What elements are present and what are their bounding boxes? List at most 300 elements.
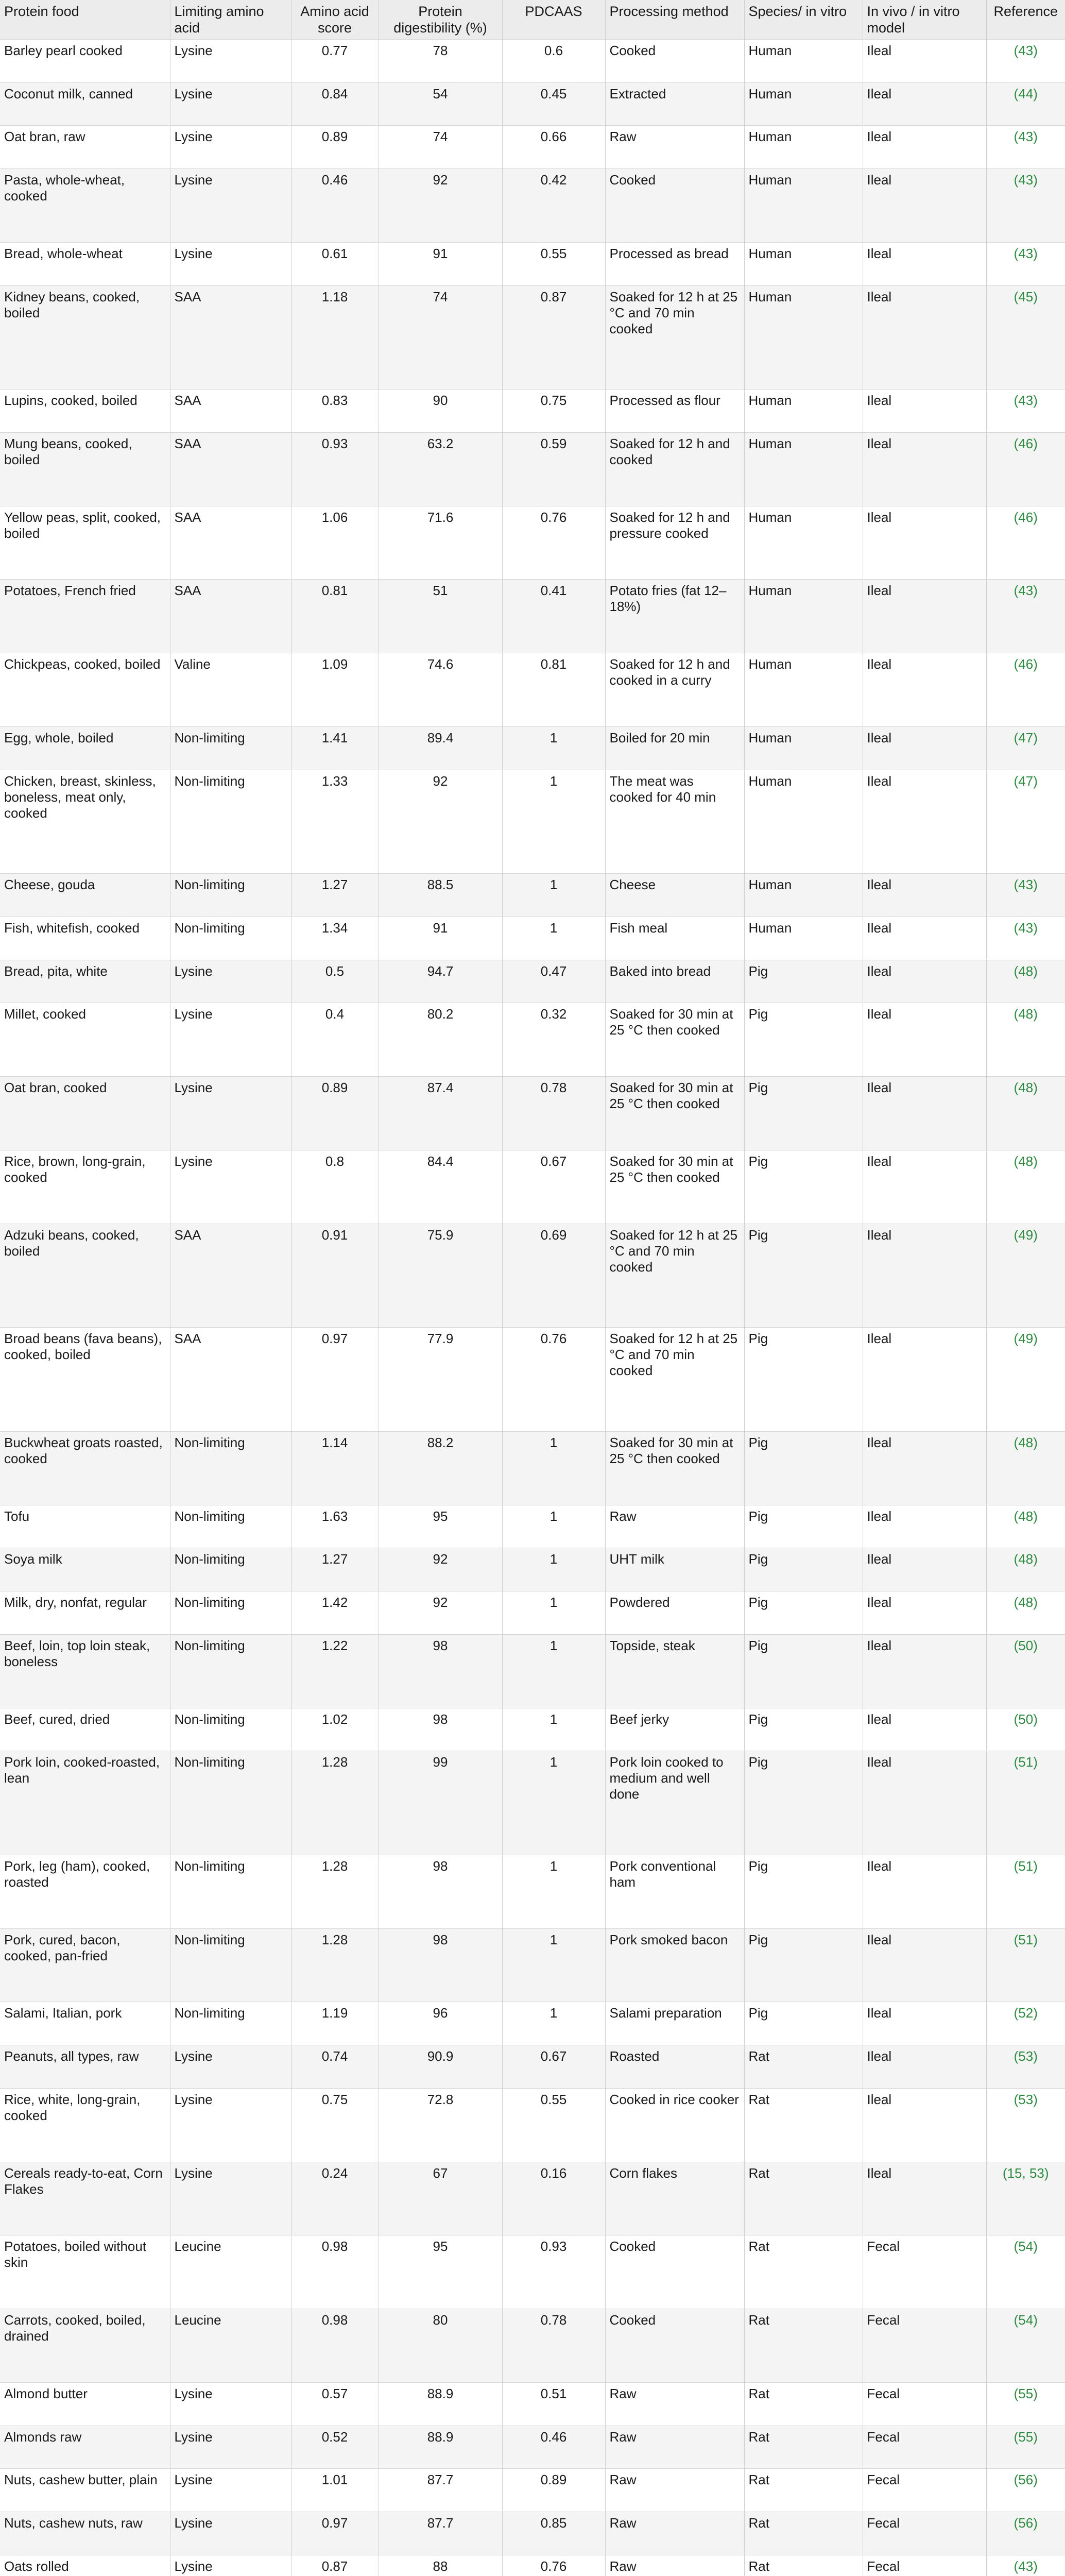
cell-species — [744, 1150, 863, 1224]
cell-reference[interactable] — [986, 770, 1065, 874]
reference-link[interactable]: (46) — [1014, 436, 1038, 452]
cell-limiting-amino-acid-text: SAA — [174, 1331, 201, 1347]
cell-species — [744, 2309, 863, 2383]
cell-model-text: Ileal — [867, 1637, 892, 1653]
reference-link[interactable]: (43) — [1014, 43, 1038, 58]
cell-pdcaas-text: 0.76 — [540, 2558, 567, 2574]
cell-amino-acid-score-text: 1.41 — [321, 730, 348, 745]
cell-species-text: Human — [748, 730, 792, 745]
reference-link[interactable]: (48) — [1014, 1006, 1038, 1022]
cell-amino-acid-score — [291, 2382, 379, 2426]
cell-protein-digestibility — [379, 506, 502, 580]
table-row — [0, 2469, 1065, 2512]
cell-reference[interactable] — [986, 917, 1065, 960]
cell-limiting-amino-acid-text: Non-limiting — [174, 1551, 245, 1567]
reference-link[interactable]: (44) — [1014, 86, 1038, 101]
reference-link[interactable]: (52) — [1014, 2005, 1038, 2021]
cell-model-text: Ileal — [867, 1080, 892, 1096]
cell-processing-method-text: Processed as bread — [609, 245, 729, 261]
reference-link[interactable]: (43) — [1014, 172, 1038, 188]
table-row — [0, 1548, 1065, 1591]
reference-link[interactable]: (51) — [1014, 1858, 1038, 1874]
cell-pdcaas-text: 0.16 — [540, 2165, 567, 2181]
cell-species — [744, 2235, 863, 2309]
cell-reference[interactable] — [986, 874, 1065, 917]
cell-model — [863, 2512, 986, 2555]
table-row — [0, 874, 1065, 917]
cell-processing-method — [605, 1548, 744, 1591]
cell-processing-method — [605, 2088, 744, 2162]
cell-species-text: Human — [748, 43, 792, 58]
cell-processing-method — [605, 653, 744, 727]
cell-model-text: Ileal — [867, 509, 892, 525]
reference-link[interactable]: (48) — [1014, 1435, 1038, 1451]
cell-limiting-amino-acid-text: Lysine — [174, 963, 213, 979]
cell-protein-food-text: Almond butter — [4, 2385, 88, 2401]
header-processing-method: Processing method — [605, 0, 744, 40]
cell-limiting-amino-acid — [170, 580, 291, 653]
reference-link[interactable]: (53) — [1014, 2048, 1038, 2064]
cell-protein-digestibility — [379, 1855, 502, 1929]
cell-processing-method — [605, 1003, 744, 1077]
cell-species — [744, 126, 863, 169]
cell-reference[interactable] — [986, 2512, 1065, 2555]
cell-amino-acid-score — [291, 1751, 379, 1855]
cell-protein-digestibility-text: 87.7 — [427, 2515, 454, 2531]
cell-protein-food-text: Barley pearl cooked — [4, 43, 123, 58]
cell-protein-digestibility-text: 88.2 — [427, 1435, 454, 1451]
cell-species-text: Human — [748, 656, 792, 672]
cell-processing-method-text: Processed as flour — [609, 393, 720, 409]
cell-processing-method — [605, 2162, 744, 2235]
cell-amino-acid-score-text: 0.98 — [321, 2239, 348, 2255]
cell-reference[interactable] — [986, 2309, 1065, 2383]
header-limiting-amino-acid: Limiting amino acid — [170, 0, 291, 40]
cell-reference[interactable] — [986, 506, 1065, 580]
cell-limiting-amino-acid — [170, 242, 291, 285]
cell-model — [863, 1328, 986, 1432]
cell-processing-method-text: Cooked — [609, 172, 656, 188]
cell-species-text: Pig — [748, 1711, 768, 1727]
cell-amino-acid-score — [291, 2309, 379, 2383]
reference-link[interactable]: (48) — [1014, 1080, 1038, 1096]
cell-amino-acid-score-text: 1.27 — [321, 1551, 348, 1567]
reference-link[interactable]: (49) — [1014, 1331, 1038, 1347]
cell-protein-food-text: Bread, pita, white — [4, 963, 108, 979]
cell-reference[interactable] — [986, 1634, 1065, 1708]
cell-model-text: Ileal — [867, 1858, 892, 1874]
cell-reference[interactable] — [986, 1548, 1065, 1591]
cell-pdcaas — [502, 389, 605, 433]
cell-reference[interactable] — [986, 40, 1065, 83]
cell-amino-acid-score — [291, 285, 379, 389]
cell-species — [744, 1003, 863, 1077]
cell-amino-acid-score — [291, 1077, 379, 1150]
cell-amino-acid-score-text: 0.93 — [321, 436, 348, 452]
cell-reference[interactable] — [986, 2426, 1065, 2469]
cell-limiting-amino-acid-text: Lysine — [174, 172, 213, 188]
reference-link[interactable]: (46) — [1014, 509, 1038, 525]
cell-species-text: Human — [748, 245, 792, 261]
cell-processing-method — [605, 1150, 744, 1224]
cell-protein-digestibility-text: 98 — [433, 1637, 448, 1653]
cell-protein-digestibility — [379, 2002, 502, 2045]
cell-protein-digestibility — [379, 2309, 502, 2383]
cell-protein-digestibility — [379, 874, 502, 917]
cell-limiting-amino-acid-text: Lysine — [174, 2385, 213, 2401]
cell-species-text: Rat — [748, 2515, 769, 2531]
cell-pdcaas — [502, 1548, 605, 1591]
cell-protein-digestibility-text: 92 — [433, 172, 448, 188]
cell-species-text: Human — [748, 877, 792, 893]
cell-processing-method-text: Boiled for 20 min — [609, 730, 710, 745]
cell-processing-method — [605, 40, 744, 83]
cell-model-text: Ileal — [867, 963, 892, 979]
cell-model — [863, 653, 986, 727]
cell-reference[interactable] — [986, 1751, 1065, 1855]
cell-reference[interactable] — [986, 2002, 1065, 2045]
table-row — [0, 1634, 1065, 1708]
cell-processing-method-text: Raw — [609, 2515, 637, 2531]
reference-link[interactable]: (43) — [1014, 877, 1038, 893]
cell-model — [863, 126, 986, 169]
cell-reference[interactable] — [986, 2162, 1065, 2235]
cell-protein-digestibility-text: 96 — [433, 2005, 448, 2021]
table-row — [0, 82, 1065, 126]
cell-model — [863, 1003, 986, 1077]
cell-model — [863, 874, 986, 917]
cell-amino-acid-score-text: 1.27 — [321, 877, 348, 893]
cell-reference[interactable] — [986, 1224, 1065, 1328]
cell-limiting-amino-acid-text: Non-limiting — [174, 730, 245, 745]
cell-reference[interactable] — [986, 1928, 1065, 2002]
cell-protein-digestibility-text: 84.4 — [427, 1153, 454, 1169]
cell-reference[interactable] — [986, 2382, 1065, 2426]
cell-species-text: Pig — [748, 1153, 768, 1169]
cell-limiting-amino-acid-text: Lysine — [174, 1006, 213, 1022]
cell-pdcaas — [502, 1928, 605, 2002]
cell-limiting-amino-acid — [170, 653, 291, 727]
reference-link[interactable]: (51) — [1014, 1754, 1038, 1770]
cell-model-text: Ileal — [867, 129, 892, 145]
reference-link[interactable]: (43) — [1014, 2558, 1038, 2574]
cell-protein-digestibility — [379, 653, 502, 727]
cell-model — [863, 1634, 986, 1708]
reference-link[interactable]: (54) — [1014, 2239, 1038, 2255]
table-row — [0, 1855, 1065, 1929]
cell-processing-method — [605, 2426, 744, 2469]
reference-link[interactable]: (43) — [1014, 583, 1038, 599]
cell-processing-method-text: Corn flakes — [609, 2165, 677, 2181]
cell-pdcaas-text: 0.87 — [540, 289, 567, 304]
cell-limiting-amino-acid-text: Non-limiting — [174, 920, 245, 936]
cell-protein-digestibility-text: 74 — [433, 129, 448, 145]
cell-reference[interactable] — [986, 389, 1065, 433]
cell-pdcaas-text: 1 — [549, 877, 558, 893]
reference-link[interactable]: (48) — [1014, 1153, 1038, 1169]
cell-protein-food — [0, 1751, 170, 1855]
table-row — [0, 40, 1065, 83]
cell-protein-food — [0, 242, 170, 285]
cell-processing-method — [605, 1708, 744, 1751]
cell-reference[interactable] — [986, 1077, 1065, 1150]
cell-reference[interactable] — [986, 653, 1065, 727]
cell-pdcaas-text: 0.69 — [540, 1227, 567, 1243]
cell-amino-acid-score — [291, 1224, 379, 1328]
cell-species-text: Human — [748, 289, 792, 304]
cell-protein-food-text: Carrots, cooked, boiled, drained — [4, 2312, 146, 2344]
cell-protein-digestibility-text: 80 — [433, 2312, 448, 2328]
cell-pdcaas-text: 0.59 — [540, 436, 567, 452]
cell-pdcaas — [502, 2045, 605, 2089]
cell-reference[interactable] — [986, 2555, 1065, 2576]
cell-pdcaas — [502, 2555, 605, 2576]
cell-processing-method-text: The meat was cooked for 40 min — [609, 773, 716, 805]
cell-protein-food — [0, 169, 170, 243]
cell-amino-acid-score-text: 0.52 — [321, 2429, 348, 2445]
cell-reference[interactable] — [986, 1432, 1065, 1505]
cell-protein-food-text: Broad beans (fava beans), cooked, boiled — [4, 1331, 162, 1363]
cell-model — [863, 1505, 986, 1548]
cell-protein-food — [0, 1548, 170, 1591]
cell-reference[interactable] — [986, 285, 1065, 389]
reference-link[interactable]: (50) — [1014, 1637, 1038, 1653]
cell-protein-food-text: Egg, whole, boiled — [4, 730, 114, 745]
cell-model-text: Ileal — [867, 43, 892, 58]
cell-processing-method — [605, 82, 744, 126]
cell-species — [744, 1224, 863, 1328]
reference-link[interactable]: (48) — [1014, 963, 1038, 979]
cell-reference[interactable] — [986, 1505, 1065, 1548]
cell-amino-acid-score — [291, 1708, 379, 1751]
cell-protein-food-text: Salami, Italian, pork — [4, 2005, 122, 2021]
cell-protein-digestibility — [379, 2469, 502, 2512]
cell-amino-acid-score-text: 0.89 — [321, 129, 348, 145]
cell-species — [744, 960, 863, 1003]
cell-model — [863, 389, 986, 433]
cell-pdcaas — [502, 770, 605, 874]
cell-reference[interactable] — [986, 1003, 1065, 1077]
cell-species — [744, 1751, 863, 1855]
cell-amino-acid-score-text: 1.14 — [321, 1435, 348, 1451]
reference-link[interactable]: (49) — [1014, 1227, 1038, 1243]
cell-pdcaas — [502, 433, 605, 506]
cell-species-text: Pig — [748, 1931, 768, 1947]
cell-limiting-amino-acid — [170, 126, 291, 169]
cell-species-text: Pig — [748, 1508, 768, 1524]
cell-processing-method-text: Extracted — [609, 86, 666, 101]
cell-amino-acid-score-text: 1.18 — [321, 289, 348, 304]
reference-link[interactable]: (54) — [1014, 2312, 1038, 2328]
cell-protein-food-text: Almonds raw — [4, 2429, 82, 2445]
cell-limiting-amino-acid-text: Non-limiting — [174, 1711, 245, 1727]
cell-model — [863, 40, 986, 83]
cell-processing-method-text: Powdered — [609, 1595, 670, 1611]
cell-amino-acid-score — [291, 653, 379, 727]
cell-amino-acid-score-text: 1.28 — [321, 1858, 348, 1874]
reference-link[interactable]: (47) — [1014, 730, 1038, 745]
cell-model — [863, 960, 986, 1003]
cell-species — [744, 2469, 863, 2512]
cell-pdcaas — [502, 2002, 605, 2045]
cell-species — [744, 82, 863, 126]
cell-reference[interactable] — [986, 242, 1065, 285]
cell-protein-food — [0, 1003, 170, 1077]
cell-reference[interactable] — [986, 82, 1065, 126]
cell-processing-method — [605, 1505, 744, 1548]
cell-processing-method — [605, 242, 744, 285]
cell-pdcaas-text: 0.78 — [540, 1080, 567, 1096]
cell-reference[interactable] — [986, 2235, 1065, 2309]
cell-species — [744, 1548, 863, 1591]
reference-link[interactable]: (43) — [1014, 920, 1038, 936]
reference-link[interactable]: (43) — [1014, 129, 1038, 145]
cell-protein-digestibility-text: 92 — [433, 1595, 448, 1611]
reference-link[interactable]: (47) — [1014, 773, 1038, 789]
cell-protein-food — [0, 2045, 170, 2089]
reference-link[interactable]: (51) — [1014, 1931, 1038, 1947]
table-row — [0, 726, 1065, 770]
cell-reference[interactable] — [986, 960, 1065, 1003]
cell-species — [744, 433, 863, 506]
cell-pdcaas — [502, 653, 605, 727]
cell-amino-acid-score-text: 0.61 — [321, 245, 348, 261]
cell-protein-food-text: Oat bran, cooked — [4, 1080, 107, 1096]
cell-protein-digestibility — [379, 242, 502, 285]
table-row — [0, 2426, 1065, 2469]
cell-model-text: Ileal — [867, 1931, 892, 1947]
reference-link[interactable]: (55) — [1014, 2385, 1038, 2401]
cell-model — [863, 242, 986, 285]
reference-link[interactable]: (43) — [1014, 245, 1038, 261]
cell-protein-digestibility — [379, 2162, 502, 2235]
reference-link[interactable]: (56) — [1014, 2515, 1038, 2531]
cell-protein-food-text: Fish, whitefish, cooked — [4, 920, 140, 936]
cell-amino-acid-score-text: 0.84 — [321, 86, 348, 101]
cell-protein-food — [0, 1077, 170, 1150]
cell-amino-acid-score — [291, 126, 379, 169]
reference-link[interactable]: (48) — [1014, 1595, 1038, 1611]
cell-pdcaas-text: 0.78 — [540, 2312, 567, 2328]
cell-protein-food — [0, 960, 170, 1003]
cell-model — [863, 2088, 986, 2162]
cell-processing-method — [605, 960, 744, 1003]
cell-species-text: Pig — [748, 1227, 768, 1243]
cell-processing-method — [605, 1591, 744, 1635]
cell-processing-method-text: UHT milk — [609, 1551, 664, 1567]
cell-processing-method-text: Pork smoked bacon — [609, 1931, 728, 1947]
table-row — [0, 2002, 1065, 2045]
cell-processing-method-text: Topside, steak — [609, 1637, 695, 1653]
cell-protein-digestibility-text: 95 — [433, 1508, 448, 1524]
cell-reference[interactable] — [986, 1328, 1065, 1432]
cell-limiting-amino-acid — [170, 1634, 291, 1708]
cell-pdcaas — [502, 1855, 605, 1929]
reference-link[interactable]: (46) — [1014, 656, 1038, 672]
cell-reference[interactable] — [986, 580, 1065, 653]
cell-processing-method-text: Fish meal — [609, 920, 668, 936]
cell-amino-acid-score-text: 0.81 — [321, 583, 348, 599]
cell-species — [744, 770, 863, 874]
cell-amino-acid-score — [291, 433, 379, 506]
cell-limiting-amino-acid — [170, 389, 291, 433]
cell-protein-digestibility-text: 87.7 — [427, 2472, 454, 2488]
cell-species-text: Pig — [748, 963, 768, 979]
cell-reference[interactable] — [986, 169, 1065, 243]
cell-amino-acid-score-text: 0.75 — [321, 2091, 348, 2107]
cell-model-text: Ileal — [867, 2165, 892, 2181]
cell-pdcaas — [502, 580, 605, 653]
reference-link[interactable]: (15, 53) — [1002, 2165, 1049, 2181]
reference-link[interactable]: (48) — [1014, 1508, 1038, 1524]
table-row — [0, 1505, 1065, 1548]
cell-pdcaas — [502, 2382, 605, 2426]
cell-reference[interactable] — [986, 1150, 1065, 1224]
cell-model — [863, 1432, 986, 1505]
cell-pdcaas — [502, 2162, 605, 2235]
cell-model-text: Fecal — [867, 2239, 900, 2255]
cell-species-text: Rat — [748, 2048, 769, 2064]
cell-protein-food-text: Chicken, breast, skinless, boneless, meat only, cooked — [4, 773, 156, 821]
cell-protein-digestibility — [379, 1150, 502, 1224]
cell-limiting-amino-acid-text: Leucine — [174, 2312, 221, 2328]
cell-reference[interactable] — [986, 433, 1065, 506]
cell-reference[interactable] — [986, 726, 1065, 770]
cell-protein-food — [0, 1634, 170, 1708]
cell-pdcaas-text: 1 — [549, 730, 558, 745]
reference-link[interactable]: (48) — [1014, 1551, 1038, 1567]
reference-link[interactable]: (53) — [1014, 2091, 1038, 2107]
cell-amino-acid-score — [291, 1328, 379, 1432]
cell-reference[interactable] — [986, 1855, 1065, 1929]
cell-processing-method — [605, 2309, 744, 2383]
cell-reference[interactable] — [986, 2045, 1065, 2089]
cell-processing-method — [605, 285, 744, 389]
cell-processing-method — [605, 2045, 744, 2089]
cell-protein-digestibility — [379, 1328, 502, 1432]
reference-link[interactable]: (56) — [1014, 2472, 1038, 2488]
table-row — [0, 2088, 1065, 2162]
cell-pdcaas-text: 0.46 — [540, 2429, 567, 2445]
reference-link[interactable]: (55) — [1014, 2429, 1038, 2445]
cell-species — [744, 1708, 863, 1751]
cell-protein-food — [0, 1591, 170, 1635]
cell-limiting-amino-acid-text: Non-limiting — [174, 1508, 245, 1524]
cell-pdcaas — [502, 1751, 605, 1855]
cell-species — [744, 285, 863, 389]
cell-model — [863, 1150, 986, 1224]
reference-link[interactable]: (45) — [1014, 289, 1038, 304]
cell-reference[interactable] — [986, 1708, 1065, 1751]
cell-model-text: Fecal — [867, 2472, 900, 2488]
cell-limiting-amino-acid — [170, 1003, 291, 1077]
cell-model — [863, 1928, 986, 2002]
cell-reference[interactable] — [986, 2469, 1065, 2512]
cell-model — [863, 2426, 986, 2469]
cell-processing-method — [605, 1224, 744, 1328]
reference-link[interactable]: (50) — [1014, 1711, 1038, 1727]
cell-reference[interactable] — [986, 1591, 1065, 1635]
reference-link[interactable]: (43) — [1014, 393, 1038, 409]
cell-reference[interactable] — [986, 2088, 1065, 2162]
cell-processing-method-text: Soaked for 12 h at 25 °C and 70 min cooked — [609, 1331, 738, 1379]
cell-limiting-amino-acid-text: SAA — [174, 436, 201, 452]
cell-limiting-amino-acid — [170, 2088, 291, 2162]
cell-amino-acid-score-text: 1.42 — [321, 1595, 348, 1611]
cell-reference[interactable] — [986, 126, 1065, 169]
table-row — [0, 506, 1065, 580]
cell-amino-acid-score-text: 0.46 — [321, 172, 348, 188]
